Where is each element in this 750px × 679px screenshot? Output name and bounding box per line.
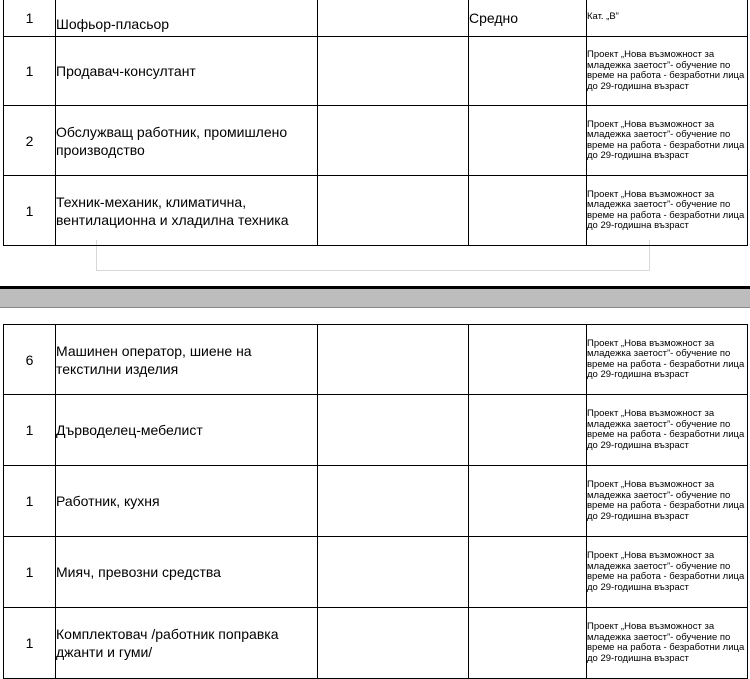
- cell-note: Кат. „В”: [587, 0, 748, 37]
- cell-level: [469, 325, 587, 395]
- cell-empty: [318, 608, 469, 679]
- cell-empty: [318, 176, 469, 246]
- cell-count: 2: [4, 106, 56, 176]
- table-row: [4, 37, 748, 106]
- cell-title: Работник, кухня: [56, 466, 318, 537]
- cell-level: [469, 537, 587, 608]
- cell-note: Проект „Нова възможност за младежка заетост”- обучение по време на работа - безработни лица до 29-годишна възраст: [587, 325, 748, 395]
- cell-count: 1: [4, 37, 56, 106]
- cell-empty: [318, 395, 469, 466]
- cell-count: 1: [4, 176, 56, 246]
- cell-level: [469, 608, 587, 679]
- page-break-edge: [0, 307, 750, 308]
- cell-count: 1: [4, 537, 56, 608]
- cell-count: 1: [4, 608, 56, 679]
- cell-empty: [318, 0, 469, 37]
- cell-level: [469, 176, 587, 246]
- cell-level: [469, 37, 587, 106]
- cell-title: Обслужващ работник, промишлено производство: [56, 106, 318, 176]
- cell-empty: [318, 37, 469, 106]
- cell-note: Проект „Нова възможност за младежка заетост”- обучение по време на работа - безработни лица до 29-годишна възраст: [587, 176, 748, 246]
- table-row: [4, 395, 748, 466]
- page-break-band: [0, 289, 750, 307]
- cell-title: Техник-механик, климатична, вентилационна и хладилна техника: [56, 176, 318, 246]
- cell-note: Проект „Нова възможност за младежка заетост”- обучение по време на работа - безработни лица до 29-годишна възраст: [587, 608, 748, 679]
- cell-note: Проект „Нова възможност за младежка заетост”- обучение по време на работа - безработни лица до 29-годишна възраст: [587, 395, 748, 466]
- cell-level: Средно: [469, 0, 587, 37]
- table-row: [4, 0, 748, 37]
- table-row: [4, 325, 748, 395]
- cell-level: [469, 466, 587, 537]
- cell-title: Дърводелец-мебелист: [56, 395, 318, 466]
- cell-note: Проект „Нова възможност за младежка заетост”- обучение по време на работа - безработни лица до 29-годишна възраст: [587, 466, 748, 537]
- table-top: [3, 0, 748, 246]
- cell-count: 1: [4, 466, 56, 537]
- cell-count: 6: [4, 325, 56, 395]
- table-row: [4, 106, 748, 176]
- cell-level: [469, 106, 587, 176]
- cell-title: Комплектовач /работник поправка джанти и гуми/: [56, 608, 318, 679]
- table-bottom: [3, 324, 748, 679]
- cell-empty: [318, 106, 469, 176]
- cell-note: Проект „Нова възможност за младежка заетост”- обучение по време на работа - безработни лица до 29-годишна възраст: [587, 106, 748, 176]
- cell-count: 1: [4, 0, 56, 37]
- cell-note: Проект „Нова възможност за младежка заетост”- обучение по време на работа - безработни лица до 29-годишна възраст: [587, 537, 748, 608]
- cell-note: Проект „Нова възможност за младежка заетост”- обучение по време на работа - безработни лица до 29-годишна възраст: [587, 37, 748, 106]
- cell-level: [469, 395, 587, 466]
- cell-empty: [318, 537, 469, 608]
- cell-empty: [318, 466, 469, 537]
- table-row: [4, 537, 748, 608]
- cell-empty: [318, 325, 469, 395]
- table-row: [4, 608, 748, 679]
- cell-title: Машинен оператор, шиене на текстилни изделия: [56, 325, 318, 395]
- table-row: [4, 466, 748, 537]
- cell-title: Шофьор-пласьор: [56, 0, 318, 37]
- cell-count: 1: [4, 395, 56, 466]
- cell-title: Мияч, превозни средства: [56, 537, 318, 608]
- cell-title: Продавач-консултант: [56, 37, 318, 106]
- table-row: [4, 176, 748, 246]
